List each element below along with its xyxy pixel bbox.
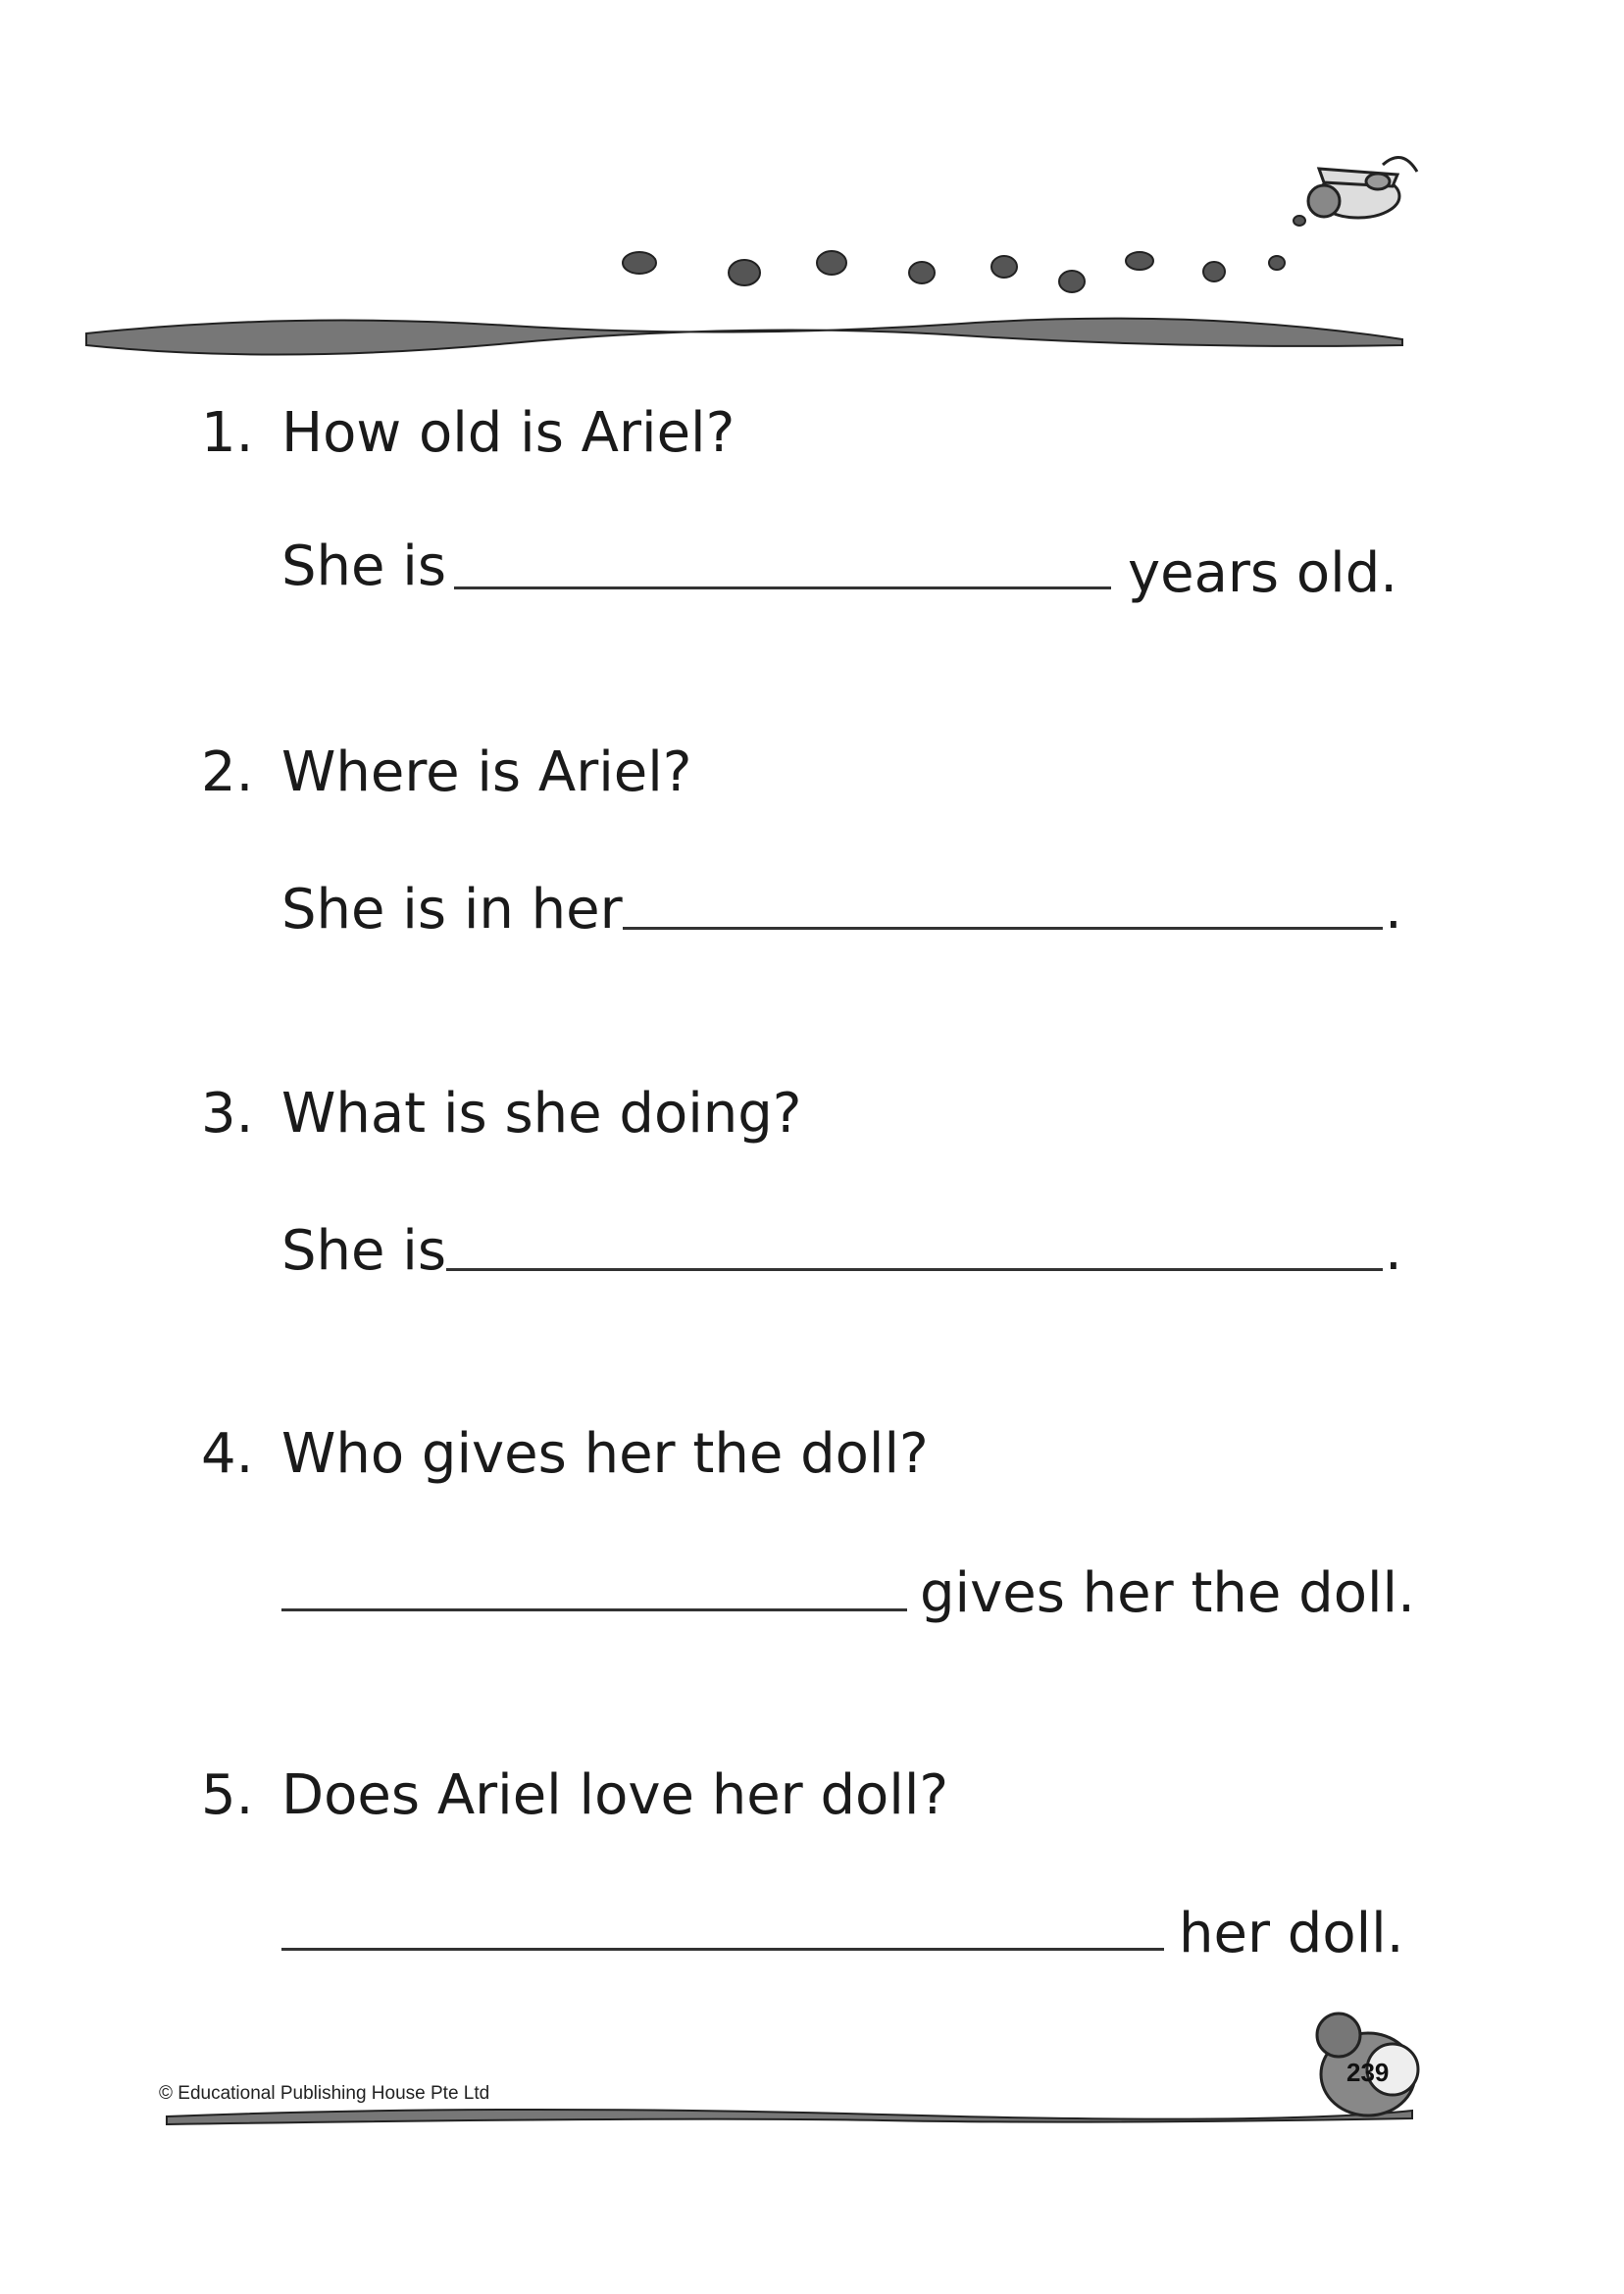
answer-prefix: She is in her [281, 878, 623, 942]
airplane-icon [1308, 157, 1417, 218]
answer-suffix: her doll. [1179, 1902, 1404, 1965]
answer-blank[interactable] [623, 927, 1383, 930]
question-text: Who gives her the doll? [281, 1422, 929, 1486]
question-text: What is she doing? [281, 1082, 802, 1146]
answer-prefix: She is [281, 1219, 447, 1283]
answer-blank[interactable] [454, 586, 1111, 589]
answer-prefix: She is [281, 535, 447, 598]
answer-suffix: . [1385, 1219, 1402, 1283]
question-number: 3. [201, 1082, 254, 1146]
question-text: Does Ariel love her doll? [281, 1763, 949, 1827]
copyright-text: © Educational Publishing House Pte Ltd [159, 2083, 490, 2104]
question-number: 1. [201, 401, 254, 465]
header-decoration [0, 0, 1624, 373]
answer-suffix: . [1385, 878, 1402, 942]
question-number: 5. [201, 1763, 254, 1827]
answer-blank[interactable] [281, 1948, 1164, 1951]
question-number: 2. [201, 740, 254, 804]
question-text: How old is Ariel? [281, 401, 736, 465]
answer-blank[interactable] [281, 1608, 907, 1611]
question-number: 4. [201, 1422, 254, 1486]
question-text: Where is Ariel? [281, 740, 692, 804]
answer-blank[interactable] [446, 1268, 1383, 1271]
page-number: 239 [1346, 2058, 1390, 2087]
header-rule [86, 319, 1402, 355]
answer-suffix: years old. [1128, 541, 1398, 605]
answer-suffix: gives her the doll. [920, 1561, 1415, 1625]
cloud-trail [623, 216, 1305, 292]
footer-rule [167, 2110, 1412, 2124]
